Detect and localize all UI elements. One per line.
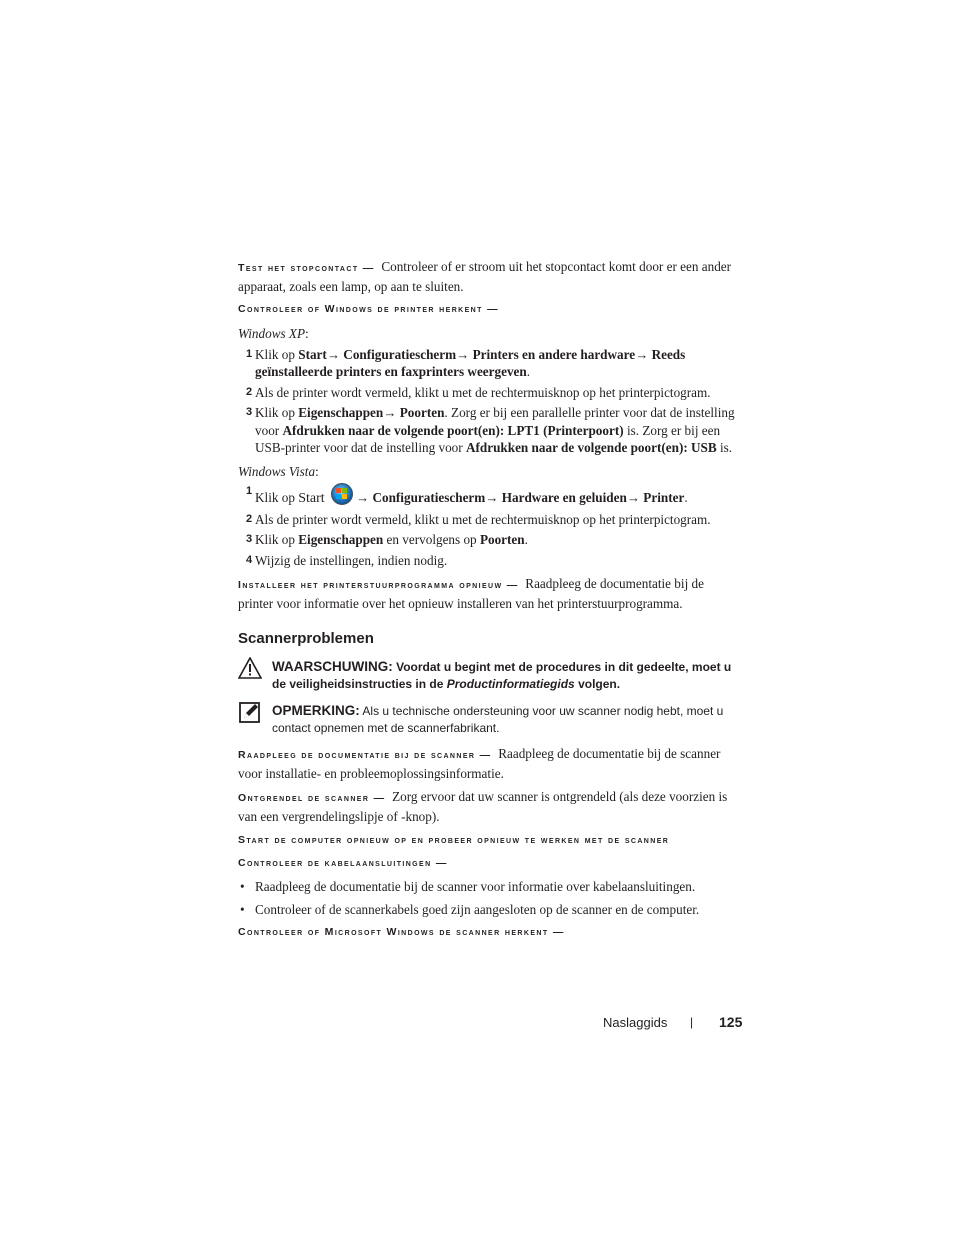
warning-text: Voordat u begint met de procedures in dit gedeelte, moet u de veiligheidsinstructies in de <box>272 660 732 691</box>
ui-term: Hardware en geluiden <box>501 490 627 505</box>
ui-term: Start <box>298 346 327 362</box>
bullet-item <box>238 901 738 919</box>
ui-term: Printers en andere hardware <box>472 346 636 362</box>
windows-start-orb-icon <box>331 483 353 505</box>
heading-start-computer: Start de computer opnieuw op en probeer opnieuw te werken met de scanner <box>238 834 670 846</box>
pencil-note-icon <box>238 701 262 723</box>
os-label-xp <box>238 325 738 343</box>
period: . <box>526 364 531 379</box>
ui-term: Poorten <box>479 532 525 547</box>
step-number: 4 <box>246 553 253 566</box>
period: . <box>524 532 528 547</box>
heading-kabels: Controleer de kabelaansluitingen — <box>238 857 448 869</box>
start-label: Start <box>298 491 325 506</box>
note-box <box>238 702 738 737</box>
arrow: → <box>326 346 344 362</box>
heading-controleer-printer: Controleer of Windows de printer herkent — <box>238 303 500 315</box>
warning-text: volgen. <box>574 677 621 691</box>
paragraph-text: Controleer of er stroom uit het stopcontact komt door er een ander apparaat, zoals een lamp, op aan te sluiten. <box>238 259 732 294</box>
ui-term: Afdrukken naar de volgende poort(en): LPT1 (Printerpoort) <box>282 422 624 438</box>
step-text: Klik op <box>255 346 299 362</box>
arrow: → <box>485 490 502 505</box>
guide-title: Productinformatiegids <box>446 677 575 691</box>
step-number: 2 <box>246 512 253 525</box>
heading-ms-windows: Controleer of Microsoft Windows de scanner herkent — <box>238 926 565 938</box>
note-text: Als u technische ondersteuning voor uw scanner nodig hebt, moet u contact opnemen met de scannerfabrikant. <box>272 704 724 735</box>
xp-step-3 <box>238 404 738 457</box>
paragraph-installeer <box>238 575 738 612</box>
run-in-heading: Test het stopcontact — <box>238 262 375 274</box>
paragraph-text: Raadpleeg de documentatie bij de printer voor informatie over het opnieuw installeren van het printerstuurprogramma. <box>238 576 704 611</box>
vista-step-3 <box>238 531 738 549</box>
ui-term: Poorten <box>399 405 445 420</box>
vista-step-2 <box>238 511 738 529</box>
step-text: en vervolgens op <box>383 532 480 547</box>
section-title: Scannerproblemen <box>238 630 374 647</box>
warning-box <box>238 658 738 693</box>
warning-triangle-icon <box>238 657 262 679</box>
step-text: Klik op <box>255 405 299 420</box>
step-text: Klik op <box>255 532 299 547</box>
ui-term: Afdrukken naar de volgende poort(en): USB <box>465 440 717 455</box>
step-text: is. <box>716 440 733 455</box>
ui-term: Reeds geïnstalleerde printers en faxprinters weergeven <box>255 346 686 379</box>
xp-step-1 <box>238 346 738 381</box>
step-number: 3 <box>246 406 253 418</box>
run-in-heading: Installeer het printerstuurprogramma opnieuw — <box>238 579 519 591</box>
arrow: → <box>355 490 373 505</box>
bullet-text: Raadpleeg de documentatie bij de scanner voor informatie over kabelaansluitingen. <box>255 879 696 894</box>
colon: : <box>315 463 319 479</box>
step-text: Klik op <box>255 490 299 505</box>
page-number: 125 <box>719 1014 743 1030</box>
bullet-text: Controleer of de scannerkabels goed zijn aangesloten op de scanner en de computer. <box>255 901 700 917</box>
step-text: Als de printer wordt vermeld, klikt u met de rechtermuisknop op het printerpictogram. <box>255 384 711 400</box>
ui-term: Configuratiescherm <box>372 490 486 505</box>
bullet-dot: • <box>240 901 245 917</box>
step-number: 2 <box>246 385 253 398</box>
run-in-heading: Ontgrendel de scanner — <box>238 792 386 804</box>
bullet-dot: • <box>240 879 245 894</box>
os-name: Windows Vista <box>238 463 316 479</box>
paragraph-test-stopcontact <box>238 258 738 295</box>
arrow: → <box>456 346 473 362</box>
arrow: → <box>383 405 400 420</box>
step-number: 1 <box>246 485 253 497</box>
paragraph-ontgrendel <box>238 788 738 825</box>
ui-term: Eigenschappen <box>298 532 384 547</box>
paragraph-text: Zorg ervoor dat uw scanner is ontgrendeld (als deze voorzien is van een vergrendelingslipje of -knop). <box>238 789 728 824</box>
step-text: . Zorg er bij een parallelle printer voor dat de instelling voor <box>255 405 735 438</box>
os-label-vista <box>238 463 738 481</box>
vista-step-1 <box>238 483 738 508</box>
bullet-item <box>238 878 738 896</box>
vista-step-4 <box>238 552 738 570</box>
ui-term: Eigenschappen <box>298 405 384 420</box>
step-text: Als de printer wordt vermeld, klikt u met de rechtermuisknop op het printerpictogram. <box>255 511 711 527</box>
page-content <box>238 258 738 941</box>
os-name: Windows XP <box>238 326 306 341</box>
step-number: 1 <box>246 347 253 360</box>
arrow: → <box>626 490 644 505</box>
period: . <box>684 490 688 505</box>
step-text: is. Zorg er bij een USB-printer voor dat de instelling voor <box>255 422 721 455</box>
xp-step-2 <box>238 384 738 402</box>
warning-label: WAARSCHUWING: <box>272 659 393 674</box>
footer-section-name: Naslaggids <box>603 1015 668 1030</box>
run-in-heading: Raadpleeg de documentatie bij de scanner — <box>238 749 492 761</box>
note-label: OPMERKING: <box>272 703 360 718</box>
paragraph-raadpleeg <box>238 745 738 782</box>
footer-separator: | <box>690 1015 694 1029</box>
paragraph-text: Raadpleeg de documentatie bij de scanner voor installatie- en probleemoplossingsinformatie. <box>238 746 721 781</box>
ui-term: Configuratiescherm <box>343 346 457 362</box>
arrow: → <box>635 346 652 362</box>
step-number: 3 <box>246 533 253 545</box>
colon: : <box>305 326 309 341</box>
step-text: Wijzig de instellingen, indien nodig. <box>255 552 448 568</box>
ui-term: Printer <box>643 490 685 505</box>
